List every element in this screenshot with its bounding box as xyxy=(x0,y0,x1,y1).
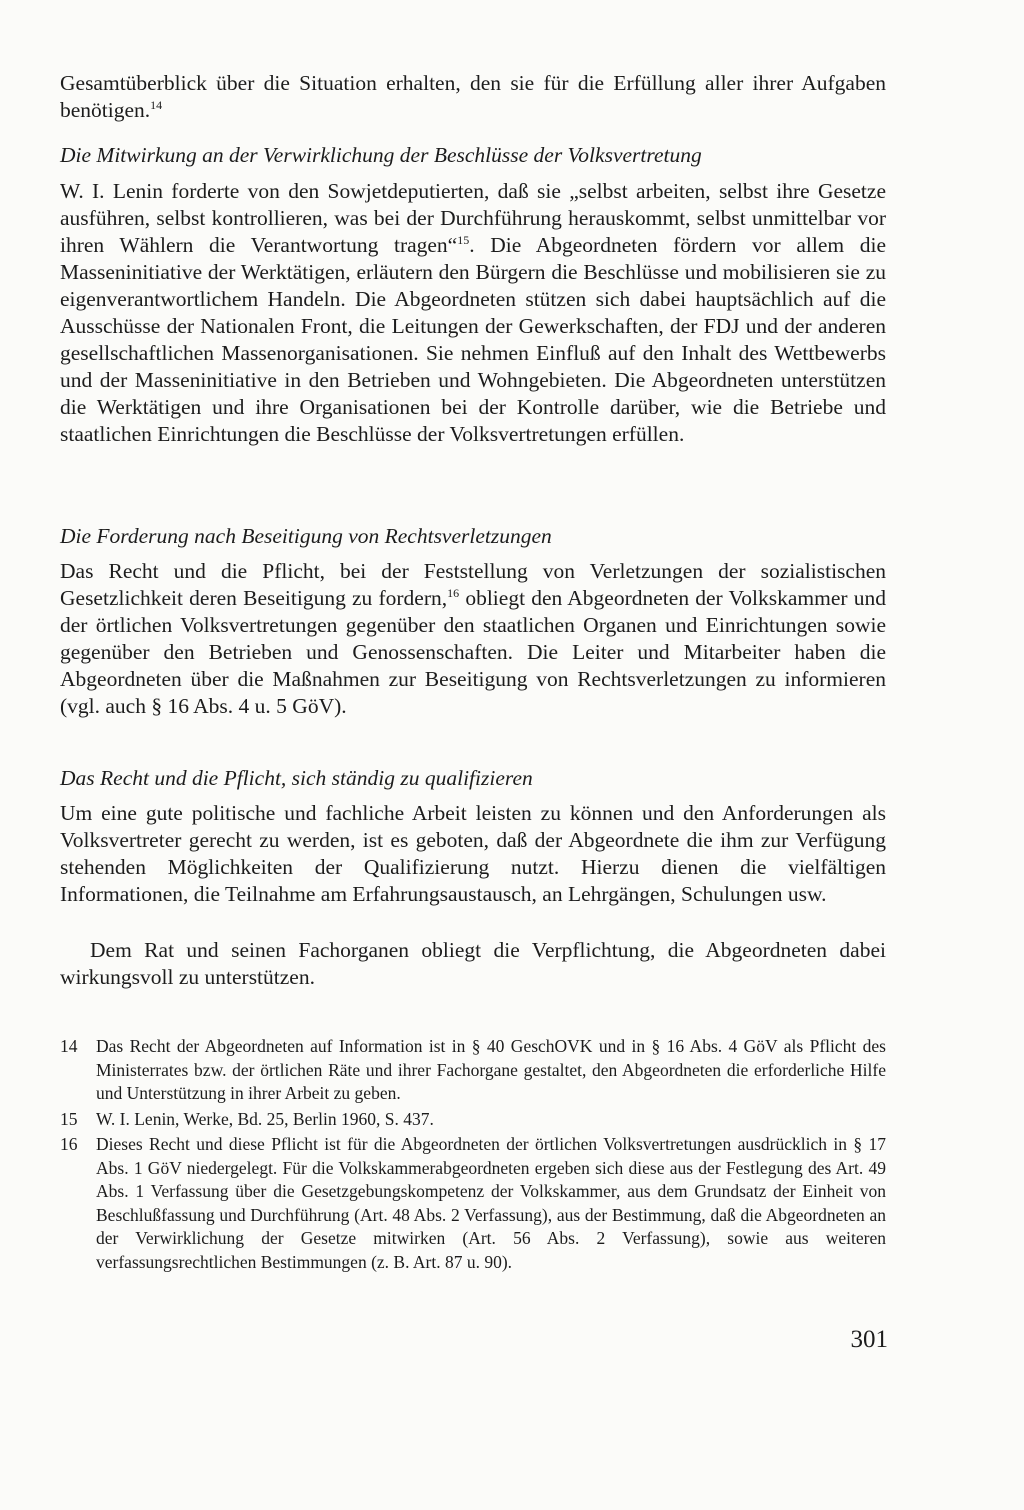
paragraph-text: . Die Abgeordneten fördern vor allem die Masseninitiative der Werktätigen, erläutern den Bürgern die Beschlüsse und mobilisieren sie zu eigenverantwortlichem Handeln. Die Abgeordneten stützen sich dabei hauptsächlich auf die Ausschüsse der Nationalen Front, die Leitungen der Gewerkschaften, der FDJ und der anderen gesellschaftlichen Massenorganisationen. Sie nehmen Einfluß auf den Inhalt des Wettbewerbs und der Masseninitiative in den Betrieben und Wohngebieten. Die Abgeordneten unterstützen die Werktätigen und ihre Organisationen bei der Kontrolle darüber, wie die Betriebe und staatlichen Einrichtungen die Beschlüsse der Volksvertretungen erfüllen. xyxy=(60,233,886,446)
footnote-text: Das Recht der Abgeordneten auf Information ist in § 40 GeschOVK und in § 16 Abs. 4 GöV als Pflicht des Ministerrates bzw. der örtlichen Räte und ihrer Fachorgane gestaltet, den Abgeordneten die erforderliche Hilfe und Unterstützung in ihrer Arbeit zu geben. xyxy=(96,1036,886,1103)
section-heading-mitwirkung: Die Mitwirkung an der Verwirklichung der Beschlüsse der Volksvertretung xyxy=(60,143,702,167)
paragraph-mitwirkung xyxy=(60,178,886,448)
footnote-text: Dieses Recht und diese Pflicht ist für die Abgeordneten der örtlichen Volksvertretungen ausdrücklich in § 17 Abs. 1 GöV niedergelegt. Für die Volkskammerabgeordneten ergeben sich diese aus der Festlegung des Art. 49 Abs. 1 Verfassung über die Gesetzgebungskompetenz der Volkskammer, aus dem Grundsatz der Einheit von Beschlußfassung und Durchführung (Art. 48 Abs. 2 Verfassung), aus der Bestimmung, daß die Abgeordneten an der Verwirklichung der Gesetze mitwirken (Art. 56 Abs. 2 Verfassung), sowie aus weiteren verfassungsrechtlichen Bestimmungen (z. B. Art. 87 u. 90). xyxy=(96,1134,886,1272)
section-heading-qualifizieren: Das Recht und die Pflicht, sich ständig zu qualifizieren xyxy=(60,766,533,790)
page-number: 301 xyxy=(850,1326,888,1353)
footnote-number: 16 xyxy=(60,1134,78,1154)
paragraph-text: W. I. Lenin forderte von den Sowjetdeputierten, daß sie „selbst arbeiten, selbst ihre Gesetze ausführen, selbst kontrollieren, was bei der Durchführung herauskommt, selbst unmittelbar vor ihren Wählern die Verantwortung tragen“ xyxy=(60,179,886,257)
footnotes xyxy=(60,1035,886,1276)
footnote xyxy=(60,1108,886,1132)
paragraph-intro xyxy=(60,70,886,124)
paragraph-forderung xyxy=(60,558,886,720)
footnote-ref: 16 xyxy=(447,586,460,600)
paragraph-qualifizieren-2 xyxy=(60,937,886,991)
paragraph-text: Um eine gute politische und fachliche Arbeit leisten zu können und den Anforderungen als Volksvertreter gerecht zu werden, ist es geboten, daß der Abgeordnete die ihm zur Verfügung stehenden Möglichkeiten der Qualifizierung nutzt. Hierzu dienen die vielfältigen Informationen, die Teilnahme am Erfahrungsaustausch, an Lehrgängen, Schulungen usw. xyxy=(60,801,886,906)
footnote-number: 14 xyxy=(60,1036,78,1056)
paragraph-qualifizieren xyxy=(60,800,886,908)
footnote xyxy=(60,1133,886,1274)
paragraph-text: Das Recht und die Pflicht, bei der Feststellung von Verletzungen der sozialistischen Gesetzlichkeit deren Beseitigung zu fordern, xyxy=(60,559,886,610)
paragraph-text: Dem Rat und seinen Fachorganen obliegt die Verpflichtung, die Abgeordneten dabei wirkungsvoll zu unterstützen. xyxy=(60,938,886,989)
section-heading-forderung: Die Forderung nach Beseitigung von Rechtsverletzungen xyxy=(60,524,552,548)
paragraph-text: Gesamtüberblick über die Situation erhalten, den sie für die Erfüllung aller ihrer Aufgaben benötigen. xyxy=(60,71,886,122)
paragraph-text: obliegt den Abgeordneten der Volkskammer und der örtlichen Volksvertretungen gegenüber den staatlichen Organen und Einrichtungen sowie gegenüber den Betrieben und Genossenschaften. Die Leiter und Mitarbeiter haben die Abgeordneten über die Maßnahmen zur Beseitigung von Rechtsverletzungen zu informieren (vgl. auch § 16 Abs. 4 u. 5 GöV). xyxy=(60,586,886,718)
footnote-text: W. I. Lenin, Werke, Bd. 25, Berlin 1960, S. 437. xyxy=(96,1108,434,1129)
footnote xyxy=(60,1035,886,1106)
footnote-ref: 14 xyxy=(150,98,163,112)
footnote-ref: 15 xyxy=(457,233,470,247)
footnote-number: 15 xyxy=(60,1108,78,1129)
